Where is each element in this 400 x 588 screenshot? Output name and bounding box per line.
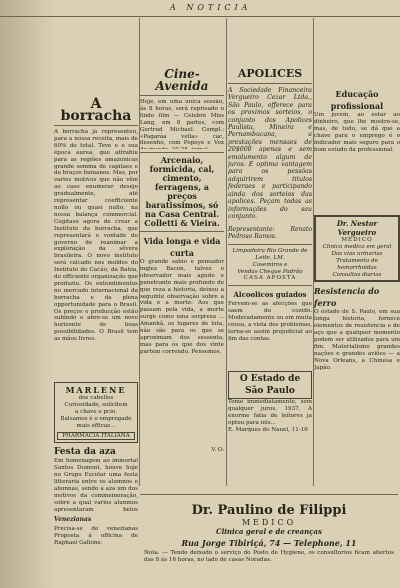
apolices-representative: Representante: Renato Pedroso Ramos. <box>228 226 312 240</box>
article-cine-body: Hoje, em uma unica sessão, ás 8 horas, será reprisado o lindo film — Celebre Miss Lang, em 8 partes, com Gertrud Michael. Compl.: «Pagaráa vella» cac, desenho, com Popeye e Vox <box>140 99 224 147</box>
divider <box>140 231 224 232</box>
headline-festa-da-aza: Festa da aza <box>54 447 116 458</box>
running-head <box>0 2 400 17</box>
headline-vida-longa: Vida longa e vida curta <box>143 236 221 258</box>
divider <box>228 83 312 84</box>
ad-nestor-name: Dr. Nestor Vergueiro <box>336 219 378 237</box>
headline-venezianas: Venezianas <box>54 516 92 524</box>
ad-marlene-title: MARLENE <box>65 385 127 395</box>
article-vida-body: O grande sabio e pensador inglez Bacon, talvez o observador mais agudo e penetrante mais profundo de que reza a historia, deixou a seguinte observação sobre a vida e a morte: Aos que passam pela vida, a morte surge como uma sorpreza ... Amanhã, os lugares de luta, não são para os que se aproximam dos sessenta, mas para os que dos vinte partem correndo. Pensemos. <box>140 259 224 355</box>
page-gutter-shadow <box>0 0 54 588</box>
divider <box>54 125 138 126</box>
ad-marlene <box>54 382 138 443</box>
article-festa-body: Em homenagem ao immortal Santos Dumont, houve hoje no Grupo Escolar uma festa litteraria entre os alumnos e alumnas, sendo a aza um dos motivos da commemoração, sobre a qual varios alumnos apresentaram belos <box>54 458 138 513</box>
article-borracha-body: A borracha já representou, para a nossa receita, mais de 60% do total. Teve e o sua época aurea, que attrahiu para as regiões amazonicas grande somma de capitaes e de braços humanos. Mas, por varios motivos que não vêm ao caso enumerar desejo gradualmente, até representar coefficiente nullo ou quasi nullo, na nossa balança commercial. Cogitase agora de crear a Instituto da borracha, que representará o vontade do governo de reanimar a exploração da sêvera brasileira. O novo instituto será calcado nos moldes do Instituto do Cacáo, da Bahia, do officiente organização que produziu. Os entendimentos no mercado internacional da borracha e da plena opportunidade para o Brasil. Os preços e producção estão subindo e abre-se um novo horizonte de boas possibilidades. O Brasil tem as mãos livres. <box>54 129 138 343</box>
ad-casa-central-owners: Colletti & Vieira. <box>144 218 220 228</box>
ad-marlene-line: dos cabellos <box>78 395 114 401</box>
headline-apolices: APOLICES <box>237 67 303 80</box>
classified-line: Vendas Cheque Padrão <box>237 268 303 275</box>
ad-paulino-de-filippi <box>140 494 398 588</box>
ad-marlene-line: Balsamos é o empregado mais efficaz... <box>60 415 132 429</box>
ad-casa-central: Arcenaio, formicida, cal, cimento, ferragens, a preços baratissimos, só na Casa Central. <box>145 155 219 219</box>
ad-nestor-line: Consultas diarias <box>332 271 382 278</box>
divider <box>228 285 312 286</box>
article-apolices-body: A Sociedade Financeira Vergueiro Cezar Ltda., São Paulo, offerece para os proximos sorteios, o conjunto dos Apolices Paulista, Mineira e Pernambucana, a prestações mensaes de 20$000 apenas e sem emolumento algum de juros. E optima vantagem para os pessôas adquirirem titulos federaes e participando ainda dos sorteios das apolices. Peçam todas as informações do seu conjunto. <box>228 87 312 220</box>
ad-paulino-address: Rua Jorge Tibiriçá, 74 — Telephone, 11 <box>181 538 357 548</box>
headline-resistencia: Resistencia do ferro <box>314 286 380 309</box>
divider <box>228 244 312 245</box>
ad-marlene-footer: PHARMACIA ITALIANA <box>57 432 135 441</box>
article-alcoolicos-body: Fervem-se as afecções que saem do cozido. Moderadamente ou em muita cousa, a vista dos problemas, torna-se assim prejudicial ao fim das contas. <box>228 301 312 342</box>
ad-nestor-vergueiro <box>314 215 400 282</box>
classified-line: Casemiros e <box>252 261 288 268</box>
ad-paulino-profession: MEDICO <box>241 518 297 527</box>
ad-paulino-note: Nota. — Tendo deixado o serviço do Posto de Hygiene, os consultorios ficam abertos das 8 ás 16 horas, no lado de casas Noradas. <box>144 550 394 563</box>
headline-borracha: A borracha <box>60 96 132 124</box>
classified-line: Limpadeira Rio Grande de Leite, LM. <box>232 247 308 261</box>
divider <box>140 152 224 153</box>
ad-nestor-line: Clinica medica em geral <box>322 243 392 250</box>
column-rule <box>226 18 227 486</box>
ad-estado-body: Tome immediatamente, sem qualquer juros, 1937. A enorme fatia de leitores ja optou para nós... <box>228 399 312 427</box>
divider <box>140 95 224 96</box>
ad-nestor-line: Tratamento de hemorrhoidas <box>336 257 378 271</box>
ad-marlene-line: Curiosidade, solicitem <box>64 401 128 408</box>
article-venezianas-body: Precisa-se de venezianas Proposta á officina de Raphael Gallone. <box>54 526 138 547</box>
ad-nestor-line: Das vias urinarias <box>331 250 383 257</box>
column-1 <box>54 18 138 588</box>
article-educacao-body: Um jovem, ao estar ao dinheiro, que lhe mostre-se, mas, de tudo, se dá que a chave para o emprego é o indicador mais seguro para o bom estudo da professional. <box>314 112 400 153</box>
ad-paulino-specialty: Clinica geral e de creanças <box>216 527 322 536</box>
ad-marlene-line: a chave e pcio. <box>74 408 118 415</box>
classified-line: CASA APOSTA <box>243 275 297 282</box>
headline-cine-avenida: Cine-Avenida <box>155 67 209 93</box>
article-signoff: V. O. <box>211 447 224 453</box>
newspaper-title: A NOTICIA <box>170 3 252 12</box>
headline-educacao: Educação profissional <box>330 89 384 111</box>
headline-alcoolicos: Alcoolicos guiados <box>233 290 307 300</box>
article-resistencia-body: O estado de S. Paulo, em sua longa historia, fornece elementos de resistencia e de aço que a qualquer momento podem ser utilizados para um fim. Materialismo grandes nações e grandes aviões — a Nova Orleans, a Chinesa e Japão. <box>314 309 400 371</box>
ad-estado-title: O Estado de São Paulo <box>228 371 312 399</box>
ad-estado-address: E. Marques do Nauel, 11-16 <box>228 427 308 434</box>
ad-nestor-profession: MEDICO <box>341 237 373 243</box>
ad-paulino-name: Dr. Paulino de Filippi <box>191 503 347 518</box>
